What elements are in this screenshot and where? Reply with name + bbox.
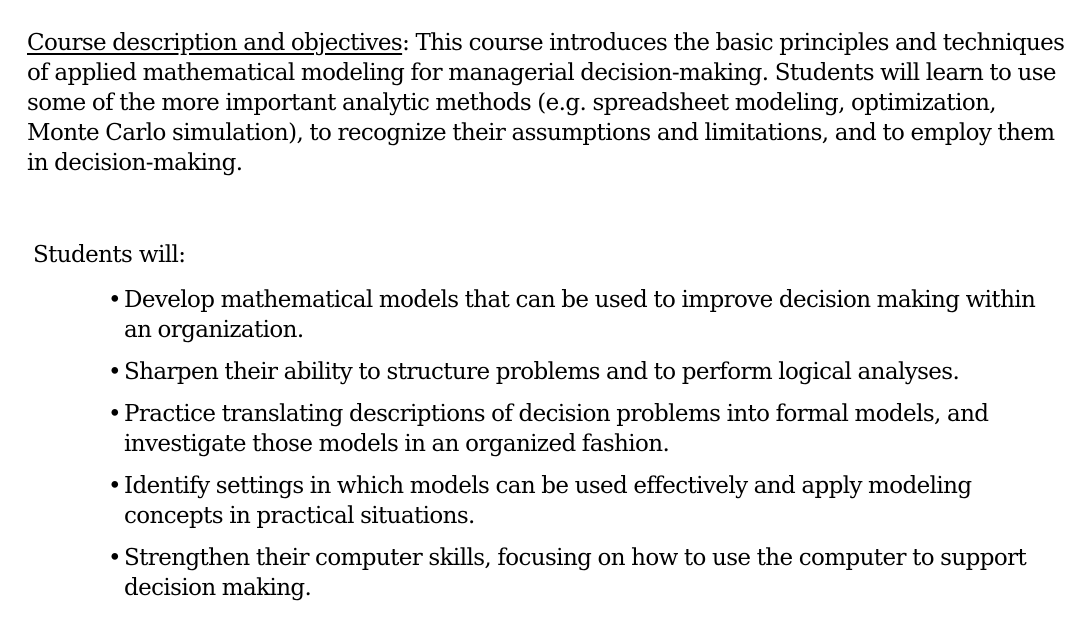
objective-item (108, 543, 1068, 603)
objective-text: Sharpen their ability to structure problems and to perform logical analyses. (124, 359, 960, 385)
bullet-icon: • (108, 359, 121, 385)
bullet-icon: • (108, 545, 121, 571)
bullet-icon: • (108, 401, 121, 427)
objectives-list (108, 285, 1068, 603)
objective-item (108, 285, 1068, 345)
objective-text: Practice translating descriptions of decision problems into formal models, and investigate those models in an organized fashion. (124, 401, 989, 457)
course-description-separator: : (402, 30, 410, 56)
objective-text: Develop mathematical models that can be used to improve decision making within an organization. (124, 287, 1036, 343)
course-description-label: Course description and objectives (27, 30, 403, 56)
objective-item (108, 357, 1068, 387)
objective-text: Strengthen their computer skills, focusing on how to use the computer to support decision making. (124, 545, 1027, 601)
bullet-icon: • (108, 287, 121, 313)
students-heading: Students will: (33, 242, 186, 268)
course-description-paragraph (27, 28, 1067, 178)
objective-item (108, 399, 1068, 459)
objective-text: Identify settings in which models can be used effectively and apply modeling concepts in practical situations. (124, 473, 972, 529)
objective-item (108, 471, 1068, 531)
bullet-icon: • (108, 473, 121, 499)
course-description-text: This course introduces the basic principles and techniques of applied mathematical modeling for managerial decision-making. Students will learn to use some of the more important analytic methods (e.g. spreadsheet modeling, optimization, Monte Carlo simulation), to recognize their assumptions and limitations, and to employ them in decision-making. (27, 30, 1065, 176)
